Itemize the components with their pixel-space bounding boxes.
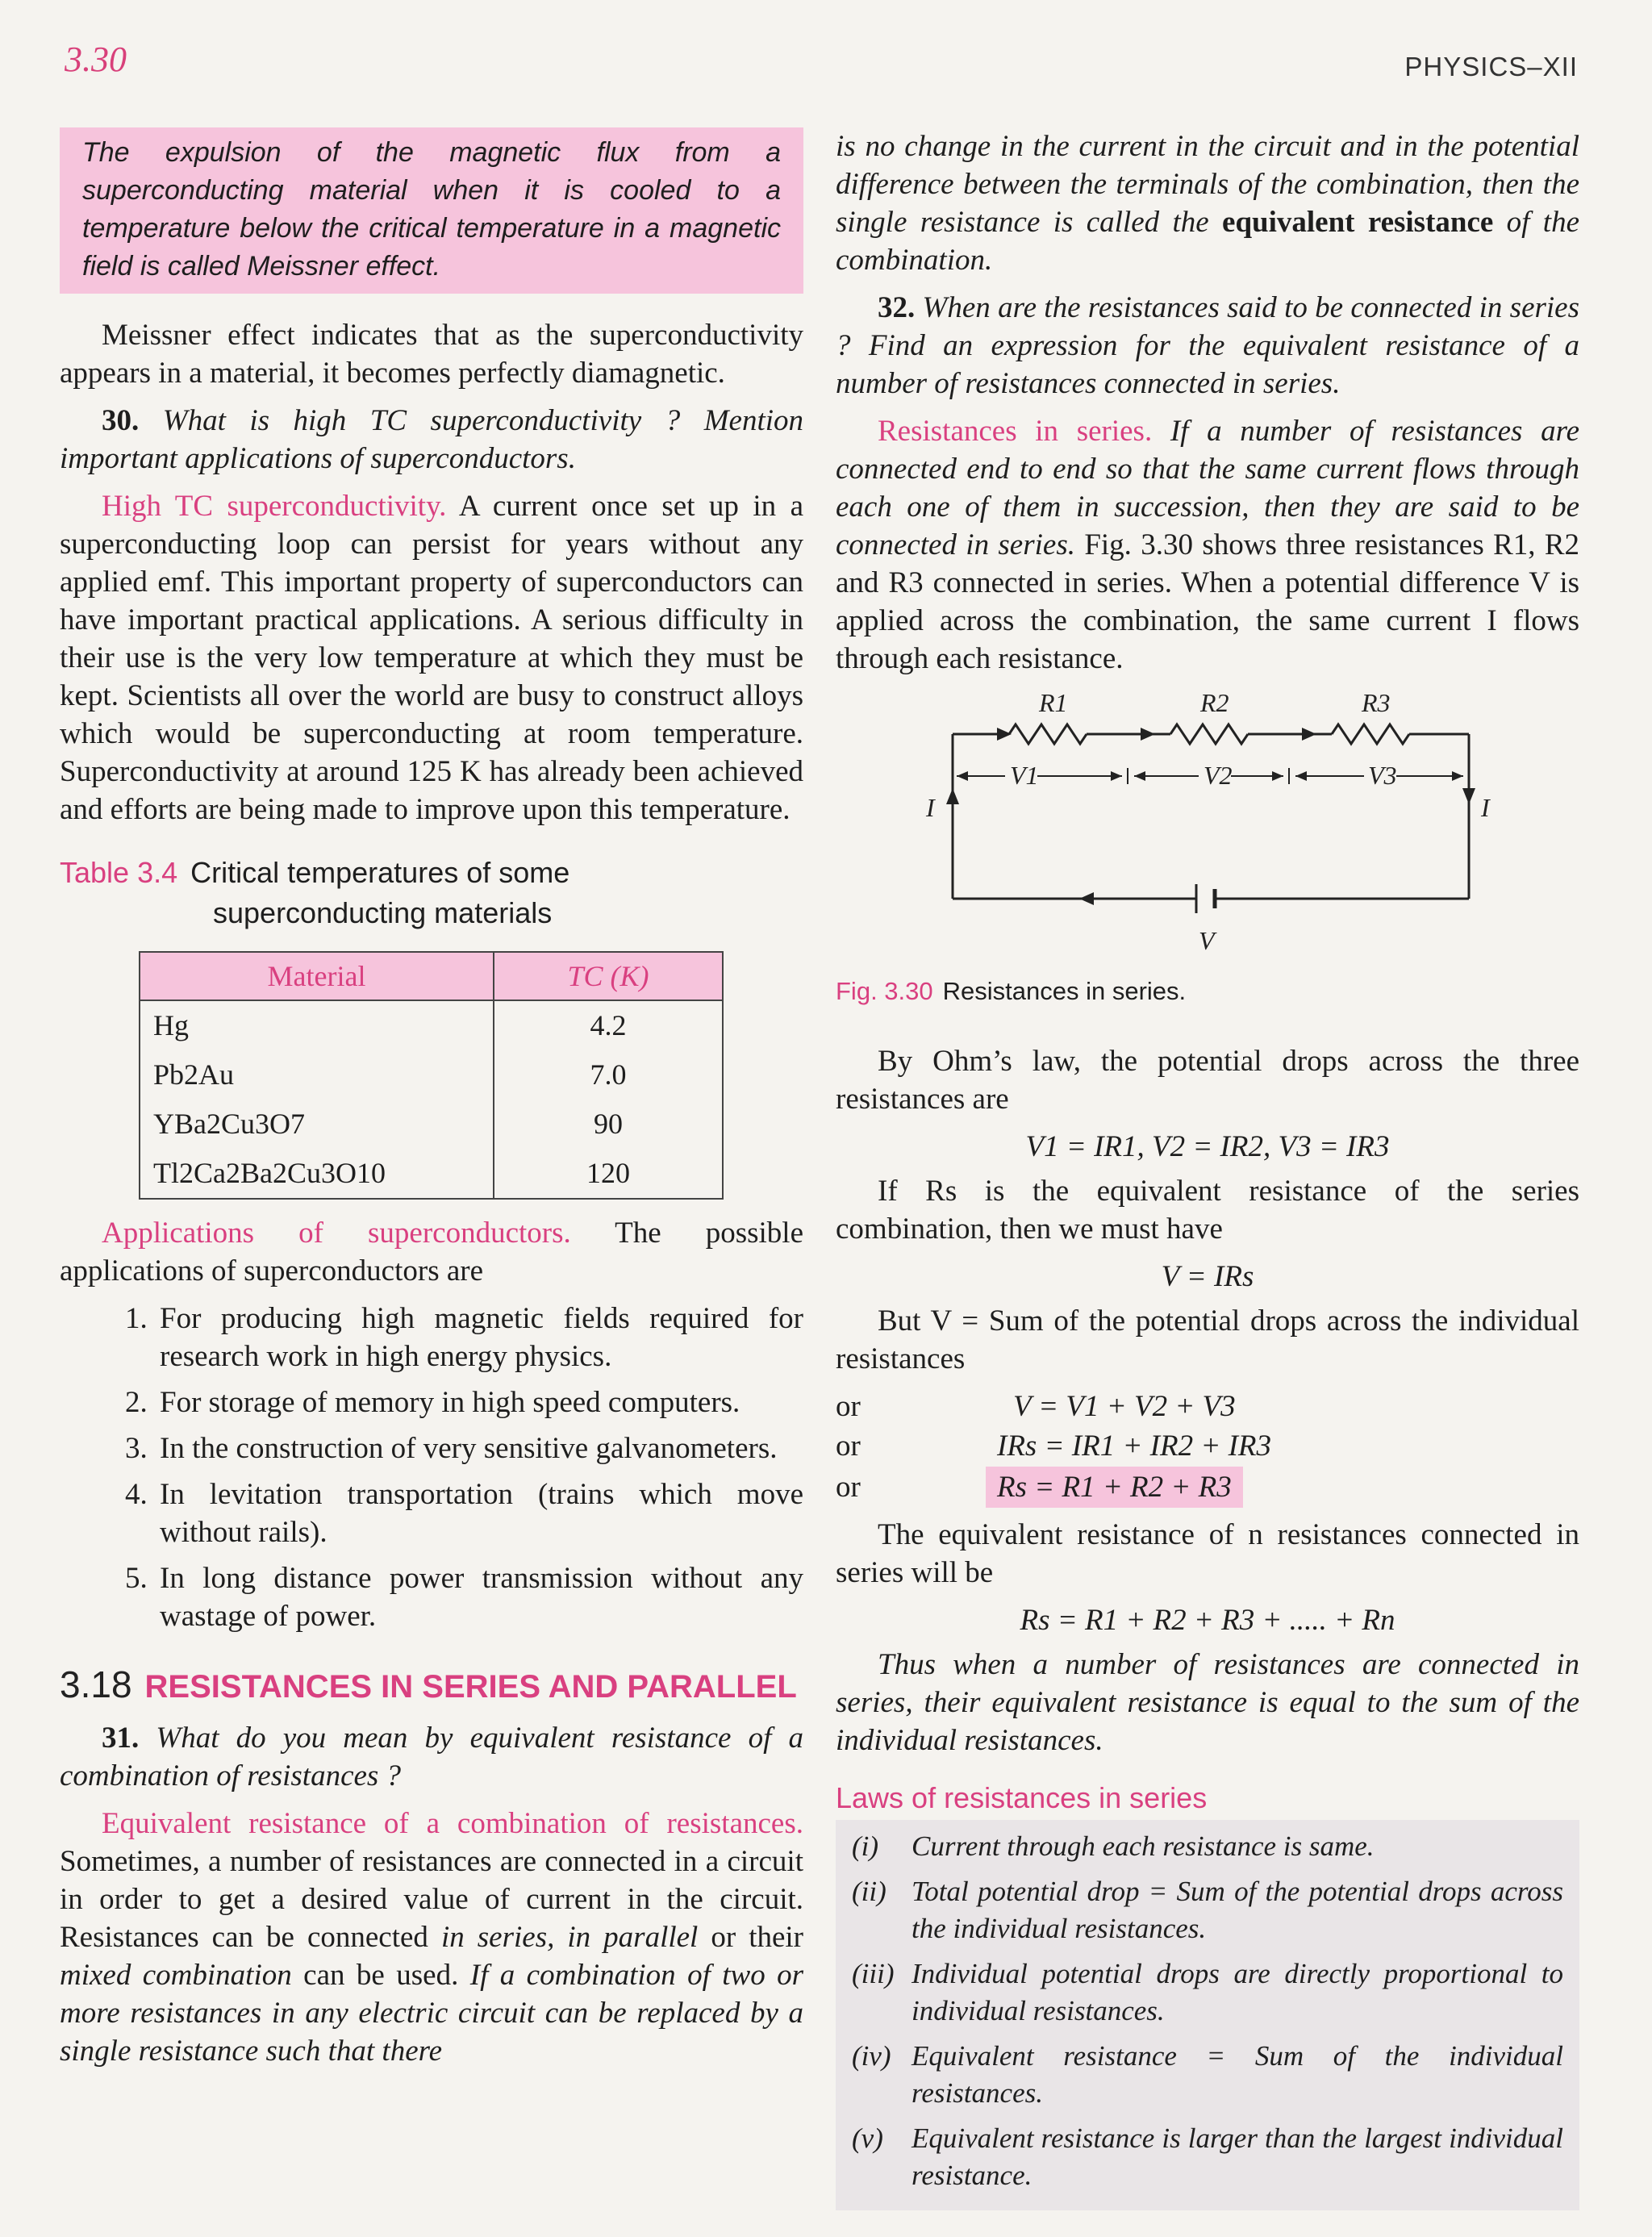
question-30 (60, 402, 803, 478)
table-row (140, 1000, 723, 1050)
page-number: 3.30 (65, 40, 127, 79)
current-arrow-up (946, 788, 959, 804)
applications-label: Applications of superconductors. (102, 1217, 571, 1250)
high-tc-paragraph (60, 487, 803, 828)
equation-row (836, 1388, 1579, 1425)
table-row (140, 1050, 723, 1100)
continued-text-2: of the combination. (836, 206, 1579, 277)
equation-drops: V1 = IR1, V2 = IR2, V3 = IR3 (1025, 1130, 1390, 1163)
laws-heading: Laws of resistances in series (836, 1781, 1208, 1814)
label-current-right: I (1481, 793, 1490, 822)
table-header-tc: TC (K) (494, 952, 723, 1000)
series-paragraph (836, 412, 1579, 678)
resistor-r1 (1009, 724, 1087, 744)
current-arrow (997, 728, 1012, 741)
ohm-paragraph: By Ohm’s law, the potential drops across the three resistances are (836, 1045, 1579, 1116)
equivalent-text-3: or their (711, 1921, 804, 1954)
left-column (60, 127, 803, 2080)
equivalent-text-4: mixed combination (60, 1959, 292, 1992)
question-32 (836, 289, 1579, 403)
law-text: Equivalent resistance is larger than the largest individual resistance. (912, 2122, 1563, 2191)
or-word: or (836, 1390, 861, 1423)
question-30-text: What is high TC superconductivity ? Mention important applications of superconductors. (60, 404, 803, 475)
resistor-r3 (1332, 724, 1409, 744)
arrowhead (1134, 771, 1145, 781)
label-r1: R1 (1039, 688, 1068, 717)
current-arrow-left (1079, 892, 1094, 905)
resistor-r2 (1170, 724, 1248, 744)
equation-irs-sum: IRs = IR1 + IR2 + IR3 (997, 1429, 1271, 1463)
or-word: or (836, 1471, 861, 1504)
label-battery-v: V (1199, 926, 1215, 955)
label-r2: R2 (1200, 688, 1229, 717)
law-number: (iii) (852, 1958, 895, 1989)
law-text: Equivalent resistance = Sum of the individual resistances. (912, 2040, 1563, 2109)
law-number: (i) (852, 1830, 879, 1862)
table-cell-tc: 120 (494, 1149, 723, 1199)
list-item: 1. For producing high magnetic fields required for research work in high energy physics. (155, 1300, 803, 1375)
arrowhead (957, 771, 968, 781)
high-tc-label: High TC superconductivity. (102, 490, 447, 523)
table-caption-line-2: superconducting materials (213, 896, 553, 929)
continued-bold: equivalent resistance (1222, 206, 1494, 239)
question-30-number: 30. (102, 404, 140, 437)
figure-caption-text: Resistances in series. (942, 977, 1187, 1005)
law-number: (v) (852, 2122, 883, 2154)
high-tc-text: A current once set up in a superconducting loop can persist for years without any applied emf. This important property of superconductors can have important practical applications. A serious difficulty in their use is the very low temperature at which they must be kept. Scientists all over the world are busy to construct alloys which would be superconducting at room temperature. Superconductivity at around 125 K has already been achieved and efforts are being made to improve upon this temperature. (60, 490, 803, 826)
applications-list (60, 1300, 803, 1635)
table-header-row (140, 952, 723, 1000)
equation-row (836, 1467, 1579, 1508)
running-title: PHYSICS–XII (1404, 52, 1578, 81)
n-resistances-paragraph: The equivalent resistance of n resistances connected in series will be (836, 1518, 1579, 1589)
table-cell-material: Pb2Au (140, 1050, 494, 1100)
law-number: (iv) (852, 2040, 891, 2072)
table-cell-material: Tl2Ca2Ba2Cu3O10 (140, 1149, 494, 1199)
equivalent-text-1: Sometimes, a number of resistances are connected in a circuit in order to get a desired value of current in the circuit. Resistances can be connected (60, 1845, 803, 1954)
label-v1: V1 (1010, 761, 1039, 790)
equation-rs-result: Rs = R1 + R2 + R3 (986, 1467, 1243, 1508)
label-v3: V3 (1368, 761, 1397, 790)
list-item (852, 2120, 1563, 2194)
table-header-material: Material (140, 952, 494, 1000)
equivalent-text-2: in series, in parallel (440, 1921, 699, 1954)
figure-caption-label: Fig. 3.30 (836, 977, 933, 1005)
question-31-number: 31. (102, 1722, 140, 1755)
list-item (852, 1873, 1563, 1947)
list-item (852, 1955, 1563, 2030)
law-text: Individual potential drops are directly proportional to individual resistances. (912, 1958, 1563, 2026)
section-title: RESISTANCES IN SERIES AND PARALLEL (144, 1669, 797, 1705)
table-row (140, 1100, 723, 1149)
meissner-definition-box: The expulsion of the magnetic flux from a superconducting material when it is cooled to a temperature below the critical temperature in a magnetic field is called Meissner effect. (60, 127, 803, 294)
question-31 (60, 1719, 803, 1795)
series-circuit-diagram (836, 687, 1579, 966)
table-caption-line-1: Critical temperatures of some (190, 856, 570, 889)
sum-paragraph: But V = Sum of the potential drops across the individual resistances (836, 1304, 1579, 1375)
table-cell-tc: 90 (494, 1100, 723, 1149)
applications-paragraph (60, 1214, 803, 1290)
conclusion-paragraph: Thus when a number of resistances are connected in series, their equivalent resistance is equal to the sum of the individual resistances. (836, 1648, 1579, 1757)
label-r3: R3 (1362, 688, 1391, 717)
table-cell-tc: 4.2 (494, 1000, 723, 1050)
right-column (836, 127, 1579, 2210)
list-item: 2. For storage of memory in high speed computers. (155, 1384, 803, 1421)
list-item: 3. In the construction of very sensitive galvanometers. (155, 1429, 803, 1467)
equivalent-resistance-paragraph (60, 1805, 803, 2070)
series-circuit-figure (836, 687, 1579, 966)
critical-temperature-table (139, 951, 724, 1200)
arrowhead (1295, 771, 1307, 781)
section-heading (60, 1663, 803, 1706)
equivalent-resistance-label: Equivalent resistance of a combination of resistances. (102, 1807, 803, 1840)
label-current-left: I (926, 793, 935, 822)
series-text: Fig. 3.30 shows three resistances R1, R2 and R3 connected in series. When a potential difference V is applied across the combination, the same current I flows through each resistance. (836, 528, 1580, 675)
or-word: or (836, 1429, 861, 1463)
law-number: (ii) (852, 1876, 886, 1907)
current-arrow (1302, 728, 1316, 741)
list-item (852, 2038, 1563, 2112)
meissner-paragraph: Meissner effect indicates that as the superconductivity appears in a material, it becomes perfectly diamagnetic. (60, 319, 803, 390)
continued-text-1: is no change in the current in the circuit and in the potential difference between the terminals of the combination, then the single resistance is called the (836, 130, 1579, 239)
continued-paragraph (836, 127, 1579, 279)
list-item: 4. In levitation transportation (trains which move without rails). (155, 1475, 803, 1551)
equivalent-text-6: If a combination of two or more resistances in any electric circuit can be replaced by a single resistance such that there (60, 1959, 804, 2068)
question-31-text: What do you mean by equivalent resistance of a combination of resistances ? (60, 1722, 803, 1793)
current-arrow-down (1462, 788, 1475, 804)
current-arrow (1141, 728, 1155, 741)
list-item (852, 1828, 1563, 1865)
equivalent-text-5: can be used. (303, 1959, 459, 1992)
law-text: Total potential drop = Sum of the potential drops across the individual resistances. (912, 1876, 1563, 1944)
law-text: Current through each resistance is same. (912, 1830, 1375, 1862)
equation-v-sum: V = V1 + V2 + V3 (1013, 1390, 1236, 1423)
question-32-text: When are the resistances said to be connected in series ? Find an expression for the equivalent resistance of a number of resistances connected in series. (836, 291, 1580, 400)
label-v2: V2 (1204, 761, 1233, 790)
table-row (140, 1149, 723, 1199)
list-item: 5. In long distance power transmission without any wastage of power. (155, 1559, 803, 1635)
table-cell-material: Hg (140, 1000, 494, 1050)
equation-row (836, 1427, 1579, 1465)
laws-box (836, 1820, 1579, 2210)
table-cell-tc: 7.0 (494, 1050, 723, 1100)
series-label: Resistances in series. (878, 415, 1153, 448)
series-definition: If a number of resistances are connected end to end so that the same current flows through each one of them in succession, then they are said to be connected in series. (836, 415, 1580, 561)
figure-caption (836, 972, 1579, 1010)
applications-intro: The possible applications of superconductors are (60, 1217, 803, 1288)
table-cell-material: YBa2Cu3O7 (140, 1100, 494, 1149)
equation-v-irs: V = IRs (1161, 1260, 1254, 1293)
section-number: 3.18 (60, 1663, 132, 1705)
arrowhead (1452, 771, 1463, 781)
equation-rs-n: Rs = R1 + R2 + R3 + ..... + Rn (1020, 1604, 1395, 1637)
equivalent-intro-paragraph: If Rs is the equivalent resistance of the series combination, then we must have (836, 1175, 1579, 1246)
question-32-number: 32. (878, 291, 916, 324)
arrowhead (1111, 771, 1122, 781)
arrowhead (1272, 771, 1283, 781)
table-caption (60, 853, 803, 933)
table-caption-label: Table 3.4 (60, 856, 178, 889)
